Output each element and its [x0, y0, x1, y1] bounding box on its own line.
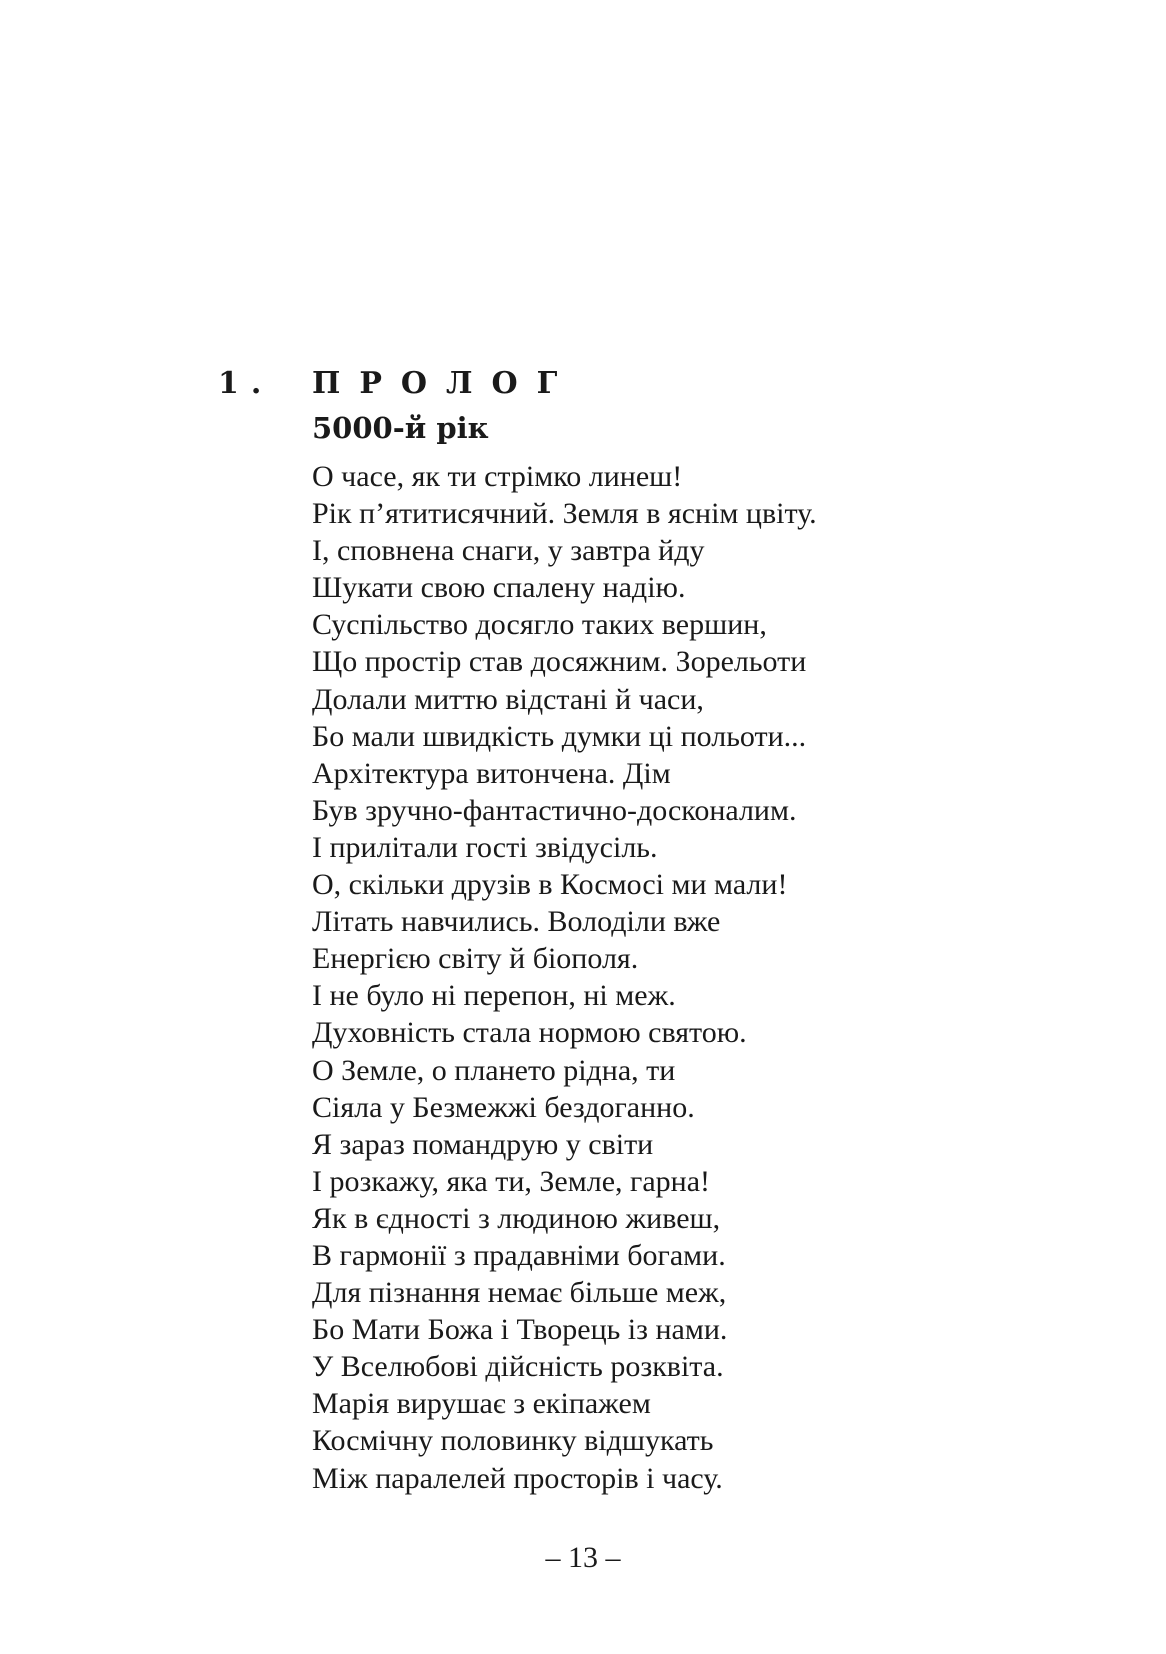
poem-line: І прилітали гості звідусіль.	[312, 830, 658, 864]
poem-line: І не було ні перепон, ні меж.	[312, 979, 676, 1013]
poem-line: І, сповнена снаги, у завтра йду	[312, 534, 705, 568]
poem-line: Як в єдності з людиною живеш,	[312, 1201, 721, 1235]
poem-line: Долали миттю відстані й часи,	[312, 682, 704, 716]
poem-line: Сіяла у Безмежжі бездоганно.	[312, 1090, 695, 1124]
poem-line: Духовність стала нормою святою.	[312, 1016, 747, 1050]
poem-line: У Вселюбові дійсність розквіта.	[312, 1350, 724, 1384]
poem-line: Архітектура витончена. Дім	[312, 756, 671, 790]
poem-line: О Земле, о плането рідна, ти	[312, 1053, 676, 1087]
poem-line: Марія вирушає з екіпажем	[312, 1387, 651, 1421]
poem-text	[312, 458, 1112, 1497]
poem-line: Був зручно-фантастично-досконалим.	[312, 793, 797, 827]
poem-line: Рік п’ятитисячний. Земля в яснім цвіту.	[312, 497, 817, 531]
poem-line: Бо Мати Божа і Творець із нами.	[312, 1313, 728, 1347]
poem-line: Енергією світу й біополя.	[312, 942, 639, 976]
poem-line: О часе, як ти стрімко линеш!	[312, 460, 683, 493]
poem-line: Я зараз помандрую у світи	[312, 1127, 654, 1161]
poem-line: Що простір став досяжним. Зорельоти	[312, 645, 807, 679]
poem-line: Для пізнання немає більше меж,	[312, 1276, 727, 1310]
poem-line: Між паралелей просторів і часу.	[312, 1461, 723, 1495]
poem-line: Літать навчились. Володіли вже	[312, 905, 721, 939]
poem-line: Космічну половинку відшукать	[312, 1424, 714, 1458]
poem-line: І розкажу, яка ти, Земле, гарна!	[312, 1164, 710, 1198]
page-number: – 13 –	[545, 1541, 621, 1574]
poem-line: В гармонії з прадавніми богами.	[312, 1238, 726, 1272]
poem-line: Шукати свою спалену надію.	[312, 571, 686, 605]
chapter-number: 1.	[218, 366, 274, 401]
poem-line: Бо мали швидкість думки ці польоти...	[312, 719, 807, 753]
chapter-title: ПРОЛОГ	[312, 366, 577, 401]
poem-line: О, скільки друзів в Космосі ми мали!	[312, 868, 788, 902]
poem-line: Суспільство досягло таких вершин,	[312, 608, 767, 642]
chapter-subtitle: 5000-й рік	[312, 411, 489, 445]
